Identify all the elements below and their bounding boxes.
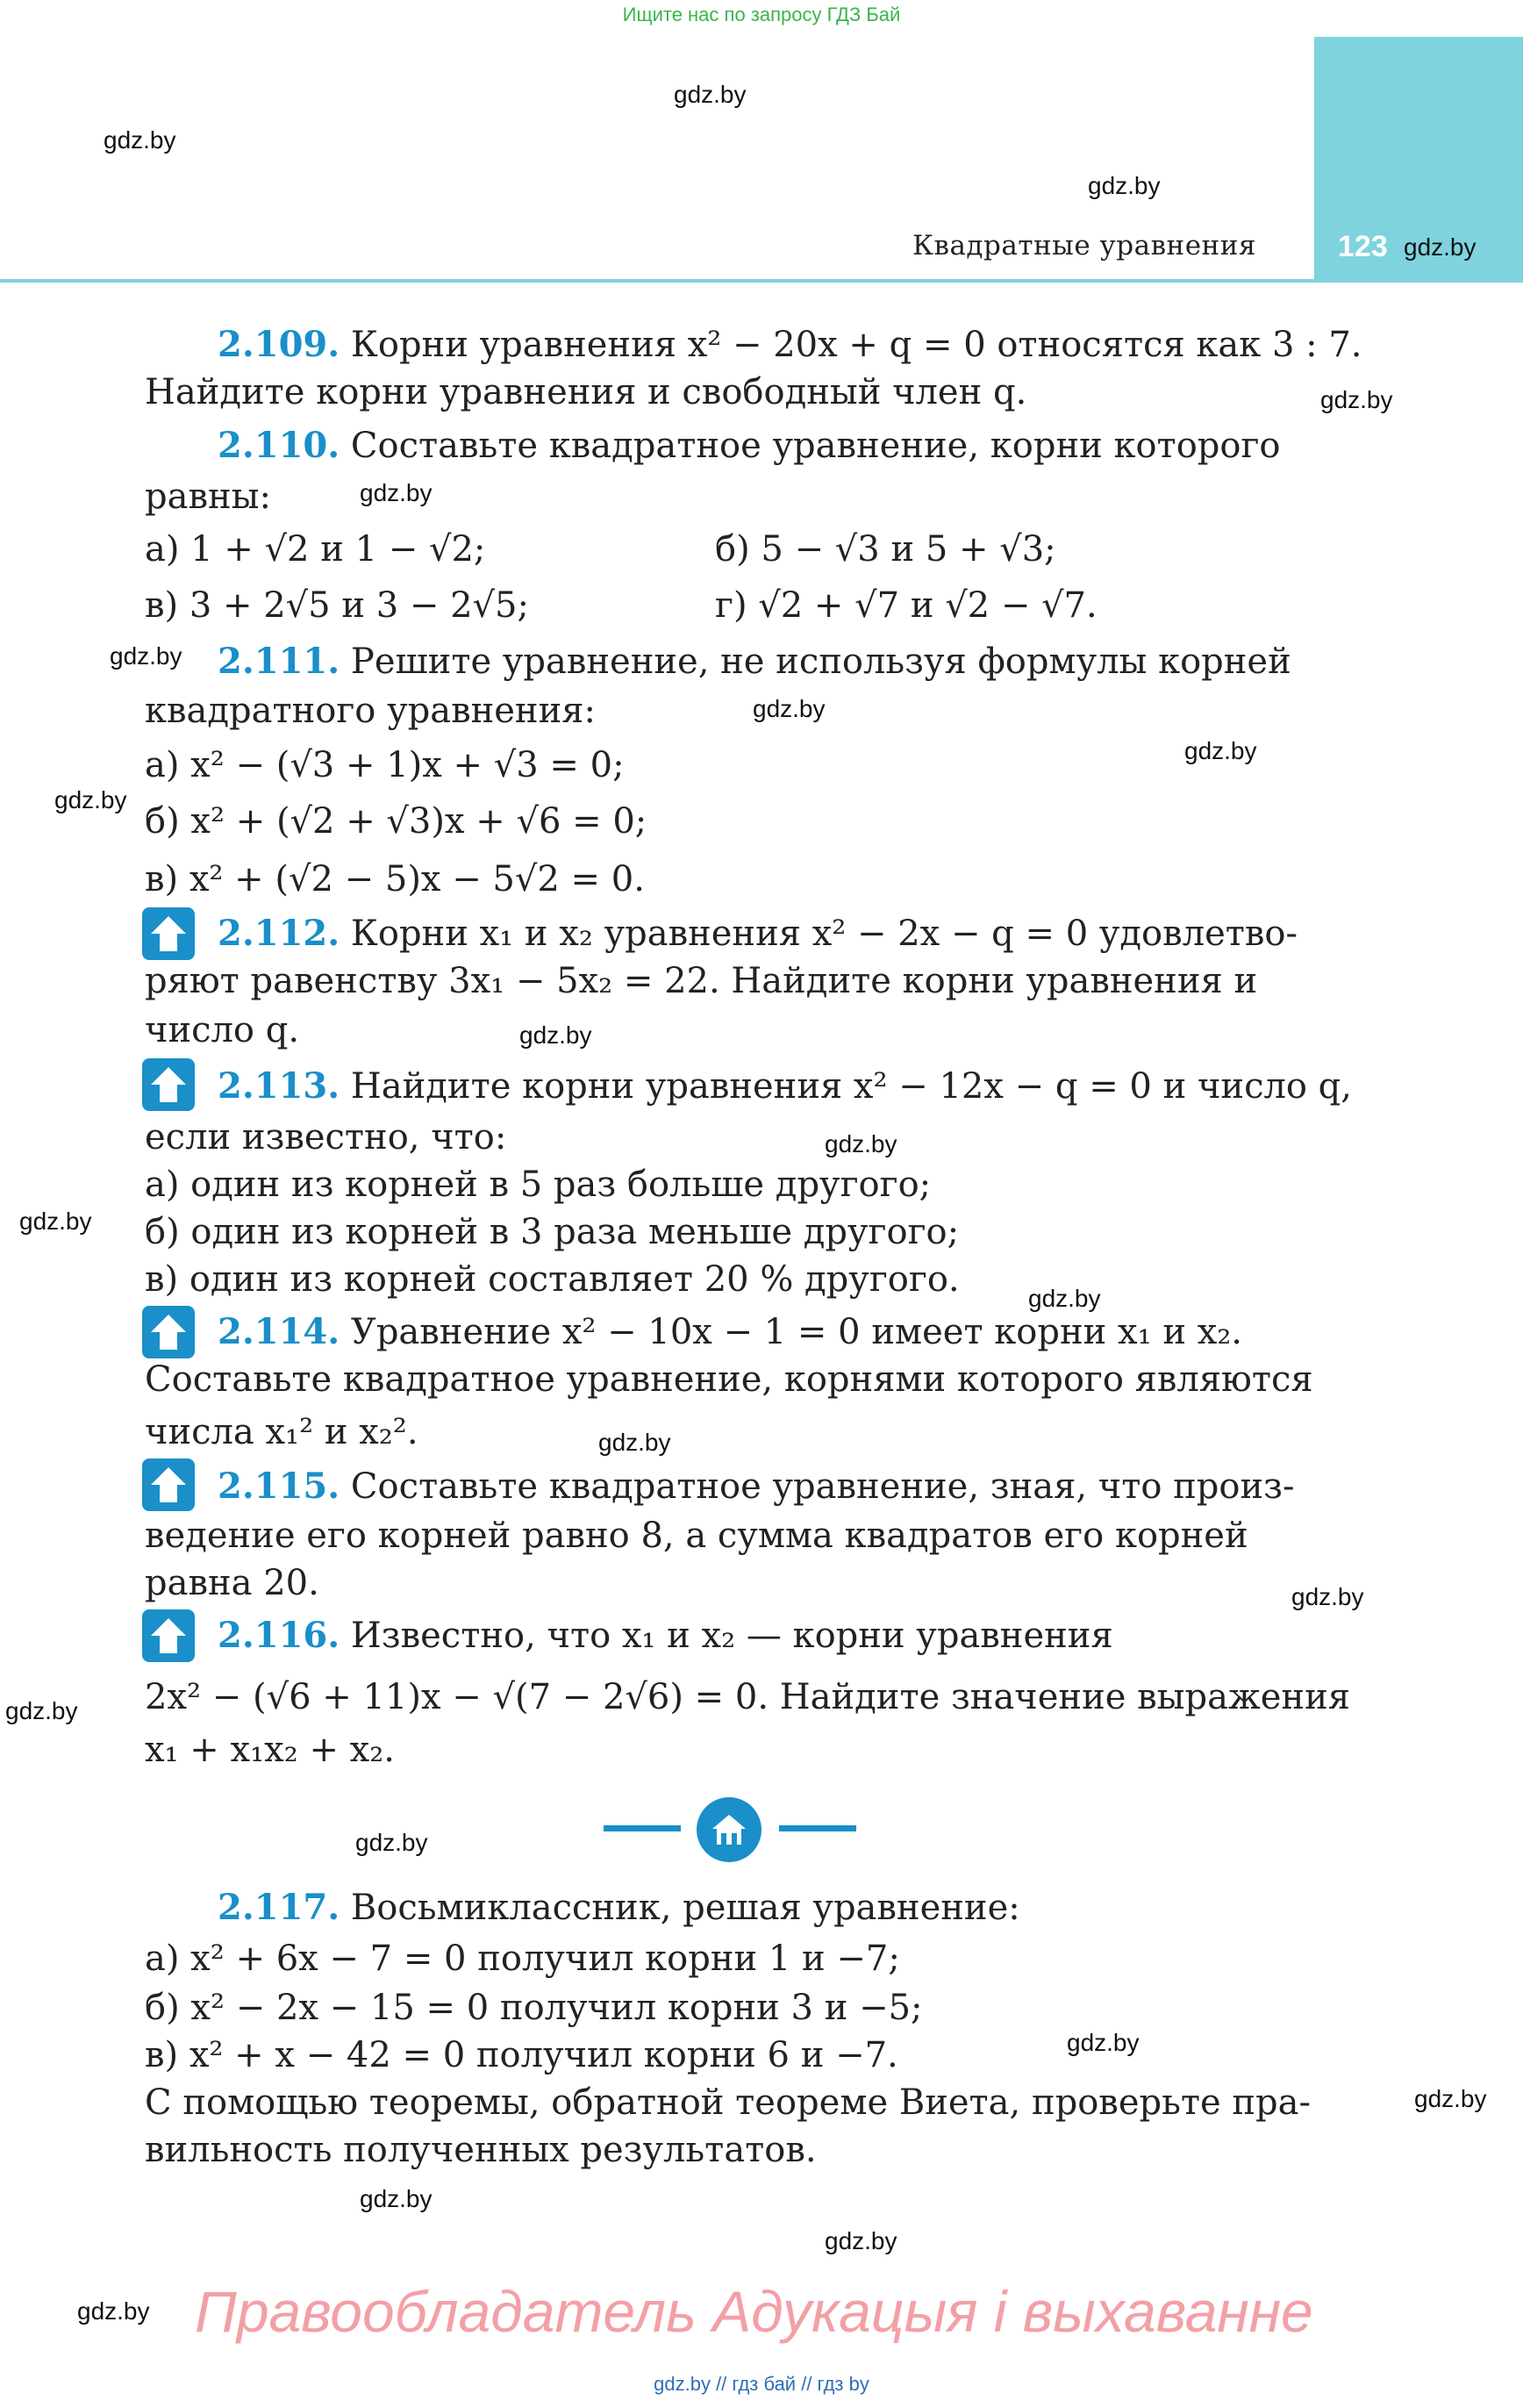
problem-2-116-line1: 2.116. Известно, что x₁ и x₂ — корни уравнения <box>218 1615 1113 1656</box>
problem-2-111-b: б) x² + (√2 + √3)x + √6 = 0; <box>145 801 647 842</box>
problem-2-117-a: а) x² + 6x − 7 = 0 получил корни 1 и −7; <box>145 1939 900 1979</box>
problem-number: 2.111. <box>218 641 340 682</box>
problem-number: 2.109. <box>218 324 340 365</box>
problem-number: 2.116. <box>218 1615 340 1656</box>
problem-2-110-a: а) 1 + √2 и 1 − √2; <box>145 529 486 570</box>
header-divider <box>0 279 1523 283</box>
problem-number: 2.112. <box>218 913 340 954</box>
problem-number: 2.114. <box>218 1311 340 1352</box>
problem-2-112-line3: число q. <box>145 1010 300 1050</box>
problem-2-112-line2: ряют равенству 3x₁ − 5x₂ = 22. Найдите корни уравнения и <box>145 961 1258 1001</box>
watermark: gdz.by <box>19 1208 92 1235</box>
problem-2-111-line2: квадратного уравнения: <box>145 691 596 731</box>
level-up-icon <box>142 1609 195 1662</box>
problem-2-117-line3: вильность полученных результатов. <box>145 2130 817 2170</box>
watermark: gdz.by <box>54 786 127 813</box>
watermark: gdz.by <box>110 642 182 670</box>
problem-2-113-a: а) один из корней в 5 раз больше другого; <box>145 1165 932 1205</box>
problem-2-111-a: а) x² − (√3 + 1)x + √3 = 0; <box>145 745 625 785</box>
problem-2-110-d: г) √2 + √7 и √2 − √7. <box>715 585 1098 626</box>
divider-line-right <box>779 1825 856 1831</box>
watermark: gdz.by <box>825 2227 897 2254</box>
problem-2-111-c: в) x² + (√2 − 5)x − 5√2 = 0. <box>145 859 645 899</box>
problem-2-116-line3: x₁ + x₁x₂ + x₂. <box>145 1730 395 1770</box>
problem-number: 2.117. <box>218 1887 340 1928</box>
watermark: gdz.by <box>1320 386 1393 413</box>
problem-number: 2.113. <box>218 1065 340 1107</box>
problem-2-110-line2: равны: <box>145 477 271 517</box>
problem-2-109-line1: 2.109. Корни уравнения x² − 20x + q = 0 относятся как 3 : 7. <box>218 324 1362 365</box>
problem-2-110-c: в) 3 + 2√5 и 3 − 2√5; <box>145 585 529 626</box>
problem-2-113-b: б) один из корней в 3 раза меньше другого; <box>145 1212 960 1252</box>
problem-2-113-c: в) один из корней составляет 20 % другого. <box>145 1259 960 1300</box>
problem-number: 2.115. <box>218 1466 340 1507</box>
copyright-notice: Правообладатель Адукацыя і выхаванне <box>195 2279 1313 2344</box>
watermark: gdz.by <box>598 1429 671 1456</box>
problem-2-112-line1: 2.112. Корни x₁ и x₂ уравнения x² − 2x − q = 0 удовлетво- <box>218 913 1298 954</box>
watermark: gdz.by <box>1184 737 1257 764</box>
watermark: gdz.by <box>1291 1583 1364 1610</box>
problem-2-117-b: б) x² − 2x − 15 = 0 получил корни 3 и −5; <box>145 1988 923 2028</box>
level-up-icon <box>142 1058 195 1111</box>
divider-line-left <box>604 1825 681 1831</box>
page-number: 123 <box>1338 230 1388 263</box>
watermark: gdz.by <box>355 1829 428 1856</box>
problem-2-115-line3: равна 20. <box>145 1563 319 1603</box>
watermark: gdz.by <box>104 126 176 154</box>
problem-2-109-line2: Найдите корни уравнения и свободный член q. <box>145 372 1027 412</box>
problem-2-113-line2: если известно, что: <box>145 1117 507 1157</box>
level-up-icon <box>142 1306 195 1358</box>
top-banner[interactable]: Ищите нас по запросу ГДЗ Бай <box>622 4 901 25</box>
problem-2-115-line2: ведение его корней равно 8, а сумма квадратов его корней <box>145 1516 1248 1556</box>
watermark: gdz.by <box>77 2297 150 2325</box>
problem-2-117-c: в) x² + x − 42 = 0 получил корни 6 и −7. <box>145 2035 898 2075</box>
problem-2-114-line1: 2.114. Уравнение x² − 10x − 1 = 0 имеет корни x₁ и x₂. <box>218 1311 1242 1352</box>
problem-2-115-line1: 2.115. Составьте квадратное уравнение, зная, что произ- <box>218 1466 1295 1507</box>
problem-2-114-line3: числа x₁² и x₂². <box>145 1412 418 1452</box>
watermark: gdz.by <box>825 1130 897 1157</box>
watermark: gdz.by <box>674 81 747 108</box>
section-title: Квадратные уравнения <box>912 230 1256 262</box>
watermark: gdz.by <box>360 479 433 506</box>
watermark: gdz.by <box>1028 1285 1101 1312</box>
watermark: gdz.by <box>1414 2085 1487 2112</box>
problem-2-110-line1: 2.110. Составьте квадратное уравнение, корни которого <box>218 425 1281 466</box>
level-up-icon <box>142 1458 195 1511</box>
problem-2-110-b: б) 5 − √3 и 5 + √3; <box>715 529 1056 570</box>
watermark: gdz.by <box>1404 233 1477 261</box>
problem-2-117-line1: 2.117. Восьмиклассник, решая уравнение: <box>218 1887 1020 1928</box>
problem-number: 2.110. <box>218 425 340 466</box>
level-up-icon <box>142 907 195 960</box>
watermark: gdz.by <box>360 2185 433 2212</box>
watermark: gdz.by <box>1067 2029 1140 2056</box>
watermark: gdz.by <box>519 1021 592 1049</box>
watermark: gdz.by <box>753 695 826 722</box>
home-icon <box>697 1797 762 1862</box>
problem-2-116-line2: 2x² − (√6 + 11)x − √(7 − 2√6) = 0. Найдите значение выражения <box>145 1677 1350 1717</box>
watermark: gdz.by <box>1088 172 1161 199</box>
footer-links[interactable]: gdz.by // гдз бай // гдз by <box>654 2373 869 2395</box>
problem-2-117-line2: С помощью теоремы, обратной теореме Виета, проверьте пра- <box>145 2082 1312 2123</box>
watermark: gdz.by <box>5 1697 78 1724</box>
problem-2-114-line2: Составьте квадратное уравнение, корнями которого являются <box>145 1359 1313 1400</box>
problem-2-113-line1: 2.113. Найдите корни уравнения x² − 12x − q = 0 и число q, <box>218 1065 1352 1107</box>
problem-2-111-line1: 2.111. Решите уравнение, не используя формулы корней <box>218 641 1291 682</box>
